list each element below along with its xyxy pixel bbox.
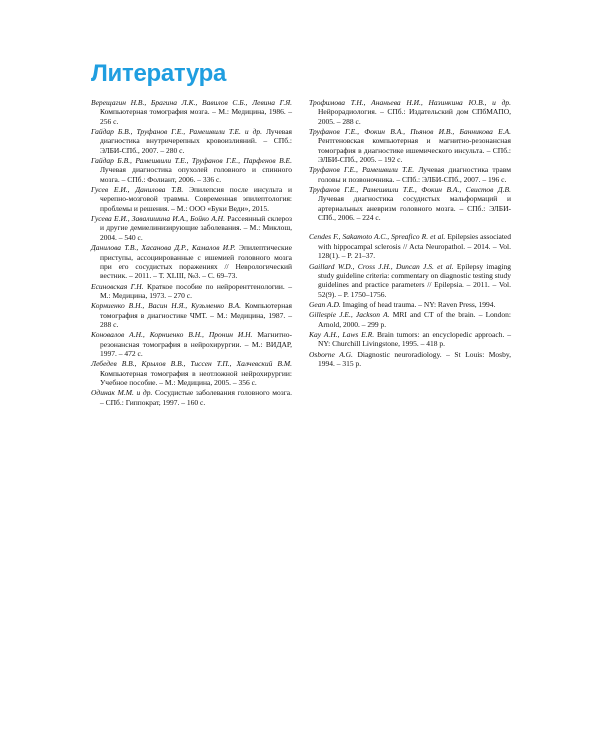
reference-entry	[91, 330, 292, 358]
reference-text: Краткое пособие по нейроренттенологии. – М.: Медицина, 1973. – 270 с.	[100, 281, 293, 300]
reference-authors: Верещагин Н.В., Брагина Л.К., Вавилов С.Б., Левина Г.Я.	[91, 98, 292, 107]
reference-text: Epilepsy imaging study guideline criteria: commentary on diagnostic testing study guidelines and practice parameters // Epilepsia. – 2011. – Vol. 52(9). – P. 1750–1756.	[318, 261, 512, 299]
reference-authors: Труфанов Г.Е., Рамешвили Т.Е.	[309, 165, 415, 175]
reference-text: Компьютерная томография мозга. – М.: Медицина, 1986. – 256 с.	[100, 107, 292, 126]
reference-text: Сосудистые заболевания головного мозга. – СПб.: Гиппократ, 1997. – 160 с.	[100, 388, 292, 407]
reference-entry	[309, 310, 511, 329]
reference-authors: Kay A.H., Laws E.R.	[309, 329, 375, 339]
reference-entry	[91, 388, 292, 407]
reference-authors: Труфанов Г.Е., Рамешвили Т.Е., Фокин В.А., Свистов Д.В.	[309, 185, 511, 195]
reference-authors: Есиновская Г.Н.	[91, 281, 144, 291]
reference-entry	[309, 127, 511, 164]
reference-text: Imaging of head trauma. – NY: Raven Press, 1994.	[342, 299, 496, 309]
reference-text: Diagnostic neuroradiology. – St Louis: Mosby, 1994. – 315 p.	[318, 349, 511, 368]
reference-entry	[309, 165, 511, 184]
reference-text: Компьютерная томография в неотложной нейрохирургии: Учебное пособие. – М.: Медицина, 2005. – 356 с.	[100, 368, 292, 387]
reference-text: Компьютерная томография в диагностике ЧМТ. – М.: Медицина, 1987. – 288 с.	[100, 301, 292, 329]
reference-text: Рентгеновская компьютерная и магнитно-резонансная томография в диагностике ишемического инсульта. – СПб.: ЭЛБИ-СПб., 2005. – 192 с.	[318, 136, 511, 165]
reference-entry	[309, 300, 511, 309]
reference-text: MRI and CT of the brain. – London: Arnold, 2000. – 299 p.	[318, 310, 512, 329]
reference-authors: Корниенко В.Н., Васин Н.Я., Кузьменко В.А.	[91, 301, 241, 311]
reference-entry	[309, 350, 511, 369]
reference-entry	[309, 98, 511, 126]
reference-entry	[91, 359, 292, 387]
reference-text: Магнитно-резонансная томография в нейрохирургии. – М.: ВИДАР, 1997. – 472 с.	[100, 330, 292, 358]
reference-entry	[91, 156, 292, 184]
references-left-column	[91, 98, 292, 408]
reference-entry	[91, 185, 292, 213]
reference-authors: Гайдар Б.В., Рамешвили Т.Е., Труфанов Г.Е., Парфенов В.Е.	[91, 156, 292, 166]
reference-authors: Osborne A.G.	[309, 349, 353, 359]
reference-authors: Cendes F., Sakamoto A.C., Spreafico R. et al.	[309, 232, 446, 242]
reference-entry	[309, 232, 511, 260]
reference-entry	[91, 243, 292, 280]
reference-authors: Коновалов А.Н., Корниенко В.Н., Пронин И.Н.	[91, 330, 253, 340]
reference-authors: Данилова Т.В., Хасанова Д.Р., Камалов И.Р.	[91, 243, 236, 253]
reference-entry	[91, 301, 292, 329]
reference-authors: Gaillard W.D., Cross J.H., Duncan J.S. et al.	[309, 261, 454, 271]
reference-authors: Одинак М.М. и др.	[91, 388, 153, 398]
reference-entry	[309, 185, 511, 222]
reference-text: Brain tumors: an encyclopedic approach. – NY: Churchill Livingstone, 1995. – 418 p.	[318, 329, 512, 349]
reference-entry	[91, 214, 292, 242]
reference-text: Нейрорадиология. – СПб.: Издательский дом СПбМАПО, 2005. – 288 с.	[318, 107, 511, 126]
reference-text: Epilepsies associated with hippocampal sclerosis // Acta Neuropathol. – 2014. – Vol. 128(1). – P. 21–37.	[318, 232, 511, 261]
reference-authors: Гайдар Б.В., Труфанов Г.Е., Рамешвили Т.Е. и др.	[91, 127, 263, 137]
reference-authors: Gillespie J.E., Jackson A.	[309, 310, 390, 320]
reference-text: Рассеянный склероз и другие демиелинизирующие заболевания. – М.: Миклош, 2004. – 540 с.	[100, 214, 292, 242]
reference-entry	[309, 262, 511, 299]
reference-text: Эпилепсия после инсульта и черепно-мозговой травмы. Современная эпилептология: проблемы и решения. – М.: ООО «Буки Веди», 2015.	[100, 185, 292, 213]
reference-text: Эпилептические приступы, ассоциированные с ишемией головного мозга при его сосудистых поражениях // Неврологический вестник. – 2011. – Т. XLIII, №3. – С. 69–73.	[100, 243, 292, 281]
reference-authors: Трофимова Т.Н., Ананьева Н.И., Назинкина Ю.В., и др.	[309, 98, 511, 107]
reference-text: Лучевая диагностика внутричерепных кровоизлияний. – СПб.: ЭЛБИ-СПб., 2007. – 280 с.	[100, 127, 293, 155]
reference-text: Лучевая диагностика сосудистых мальформаций и артериальных аневризм головного мозга. – СПб.: ЭЛБИ-СПб., 2006. – 224 с.	[318, 194, 511, 223]
reference-text: Лучевая диагностика травм головы и позвоночника. – СПб.: ЭЛБИ-СПб., 2007. – 196 с.	[318, 165, 511, 184]
reference-text: Лучевая диагностика опухолей головного и спинного мозга. – СПб.: Фолиант, 2006. – 336 с.	[100, 165, 292, 184]
reference-entry	[91, 127, 292, 155]
reference-authors: Лебедев В.В., Крылов В.В., Тиссен Т.П., Халчевский В.М.	[91, 359, 292, 369]
reference-authors: Гусева Е.И., Завалишина И.А., Бойко А.Н.	[91, 214, 225, 224]
reference-entry	[309, 330, 511, 349]
reference-entry	[91, 282, 292, 301]
page-title: Литература	[91, 60, 227, 87]
reference-authors: Gean A.D.	[309, 299, 341, 309]
references-right-column	[309, 98, 511, 369]
reference-authors: Гусев Е.И., Данилова Т.В.	[91, 185, 184, 195]
reference-authors: Труфанов Г.Е., Фокин В.А., Пьянов И.В., Банникова Е.А.	[309, 127, 511, 137]
reference-entry	[91, 98, 292, 126]
